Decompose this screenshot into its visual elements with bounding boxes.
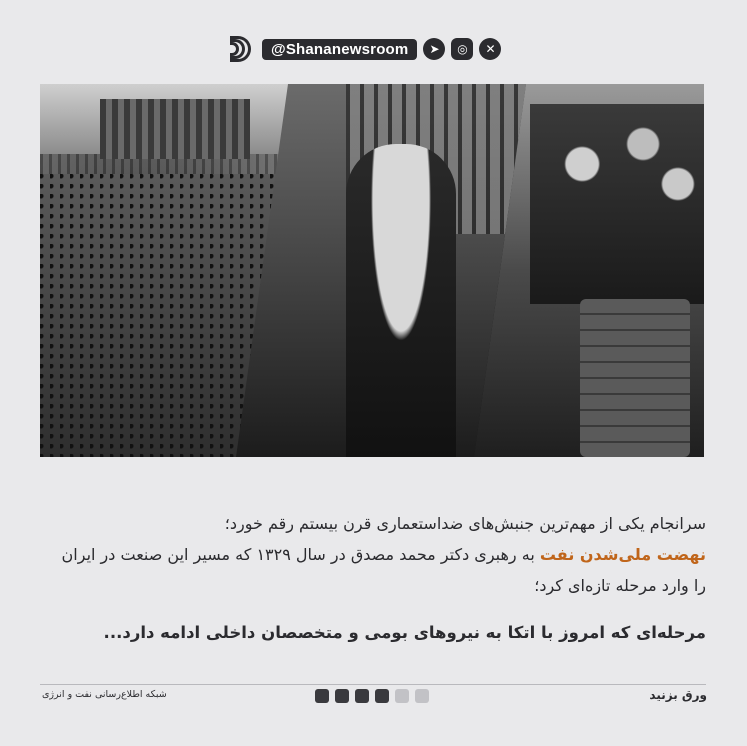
telegram-icon[interactable]: ➤ bbox=[423, 38, 445, 60]
page-dot bbox=[375, 689, 389, 703]
page-dot bbox=[395, 689, 409, 703]
page-dot bbox=[315, 689, 329, 703]
body-paragraph bbox=[60, 508, 706, 601]
footer-divider bbox=[40, 684, 706, 685]
swipe-label[interactable]: ورق بزنید bbox=[649, 688, 707, 702]
x-icon[interactable]: ✕ bbox=[479, 38, 501, 60]
highlight-phrase: نهضت ملی‌شدن نفت bbox=[539, 545, 706, 564]
conclusion-text: مرحله‌ای که امروز با اتکا به نیروهای بومی و متخصصان داخلی ادامه دارد... bbox=[103, 623, 706, 642]
instagram-icon[interactable]: ◎ bbox=[451, 38, 473, 60]
paragraph-rest: به رهبری دکتر محمد مصدق در سال ۱۳۲۹ که مسیر این صنعت در ایران را وارد مرحله تازه‌ای کرد؛ bbox=[61, 545, 706, 595]
social-handle[interactable]: @Shananewsroom bbox=[262, 39, 417, 60]
page-dot bbox=[355, 689, 369, 703]
photo-collage bbox=[40, 84, 704, 457]
signal-waves-icon bbox=[228, 38, 254, 60]
page-dot bbox=[335, 689, 349, 703]
page-indicator bbox=[315, 689, 429, 703]
page-dot bbox=[415, 689, 429, 703]
header bbox=[228, 38, 501, 60]
network-name: شبکه اطلاع‌رسانی نفت و انرژی bbox=[42, 689, 167, 700]
paragraph-intro: سرانجام یکی از مهم‌ترین جنبش‌های ضداستعماری قرن بیستم رقم خورد؛ bbox=[224, 514, 706, 533]
